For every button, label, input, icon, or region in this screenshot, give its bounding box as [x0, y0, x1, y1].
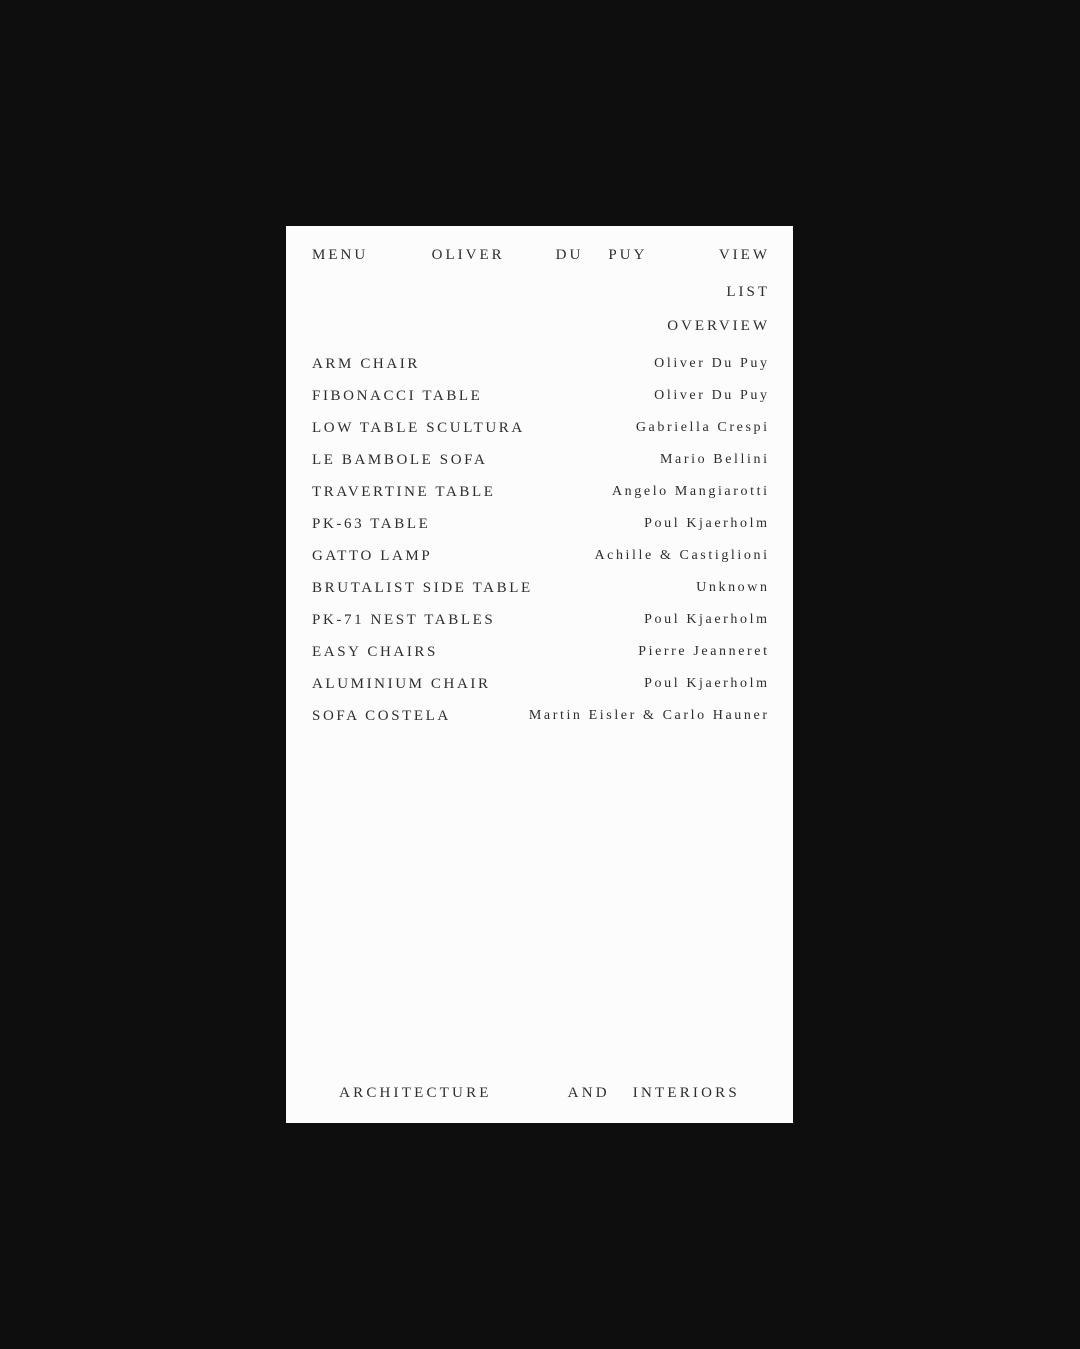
item-name[interactable]: TRAVERTINE TABLE	[312, 483, 496, 500]
item-designer: Poul Kjaerholm	[644, 612, 770, 627]
view-label: VIEW	[718, 247, 770, 263]
item-designer: Gabriella Crespi	[635, 420, 770, 435]
item-name[interactable]: PK-63 TABLE	[312, 515, 431, 532]
item-name[interactable]: LOW TABLE SCULTURA	[312, 419, 525, 436]
item-name[interactable]: EASY CHAIRS	[312, 643, 438, 660]
brand-title[interactable]	[312, 247, 767, 263]
item-name[interactable]: BRUTALIST SIDE TABLE	[312, 579, 533, 596]
furniture-row[interactable]	[312, 604, 770, 636]
item-designer: Oliver Du Puy	[654, 388, 770, 403]
site-header	[312, 247, 770, 263]
furniture-row[interactable]	[312, 412, 770, 444]
item-designer: Achille & Castiglioni	[594, 548, 770, 563]
item-designer: Poul Kjaerholm	[644, 676, 770, 691]
menu-button[interactable]: MENU	[312, 247, 369, 263]
furniture-row[interactable]	[312, 476, 770, 508]
site-footer	[312, 1085, 767, 1101]
view-options	[312, 284, 770, 334]
item-name[interactable]: SOFA COSTELA	[312, 707, 451, 724]
item-designer: Martin Eisler & Carlo Hauner	[528, 708, 770, 723]
furniture-row[interactable]	[312, 380, 770, 412]
furniture-row[interactable]	[312, 700, 770, 732]
item-name[interactable]: ARM CHAIR	[312, 355, 420, 372]
brand-word-du: DU	[555, 247, 584, 263]
view-option-overview[interactable]: OVERVIEW	[667, 318, 770, 334]
item-designer: Angelo Mangiarotti	[611, 484, 770, 499]
item-designer: Pierre Jeanneret	[638, 644, 770, 659]
furniture-row[interactable]	[312, 348, 770, 380]
furniture-row[interactable]	[312, 572, 770, 604]
brand-word-oliver: OLIVER	[431, 247, 505, 263]
item-name[interactable]: ALUMINIUM CHAIR	[312, 675, 491, 692]
furniture-row[interactable]	[312, 540, 770, 572]
furniture-row[interactable]	[312, 508, 770, 540]
brand-word-puy: PUY	[608, 247, 648, 263]
furniture-row[interactable]	[312, 668, 770, 700]
item-designer: Oliver Du Puy	[654, 356, 770, 371]
item-name[interactable]: PK-71 NEST TABLES	[312, 611, 496, 628]
furniture-list	[312, 348, 770, 732]
item-name[interactable]: LE BAMBOLE SOFA	[312, 451, 488, 468]
footer-word-interiors: INTERIORS	[632, 1085, 740, 1101]
footer-word-and: AND	[567, 1085, 610, 1101]
item-designer: Mario Bellini	[659, 452, 770, 467]
furniture-row[interactable]	[312, 444, 770, 476]
item-designer: Poul Kjaerholm	[644, 516, 770, 531]
item-name[interactable]: GATTO LAMP	[312, 547, 433, 564]
item-designer: Unknown	[696, 580, 770, 595]
furniture-row[interactable]	[312, 636, 770, 668]
item-name[interactable]: FIBONACCI TABLE	[312, 387, 483, 404]
footer-word-architecture: ARCHITECTURE	[339, 1085, 492, 1101]
site-card	[286, 226, 793, 1123]
view-option-list[interactable]: LIST	[726, 284, 770, 300]
